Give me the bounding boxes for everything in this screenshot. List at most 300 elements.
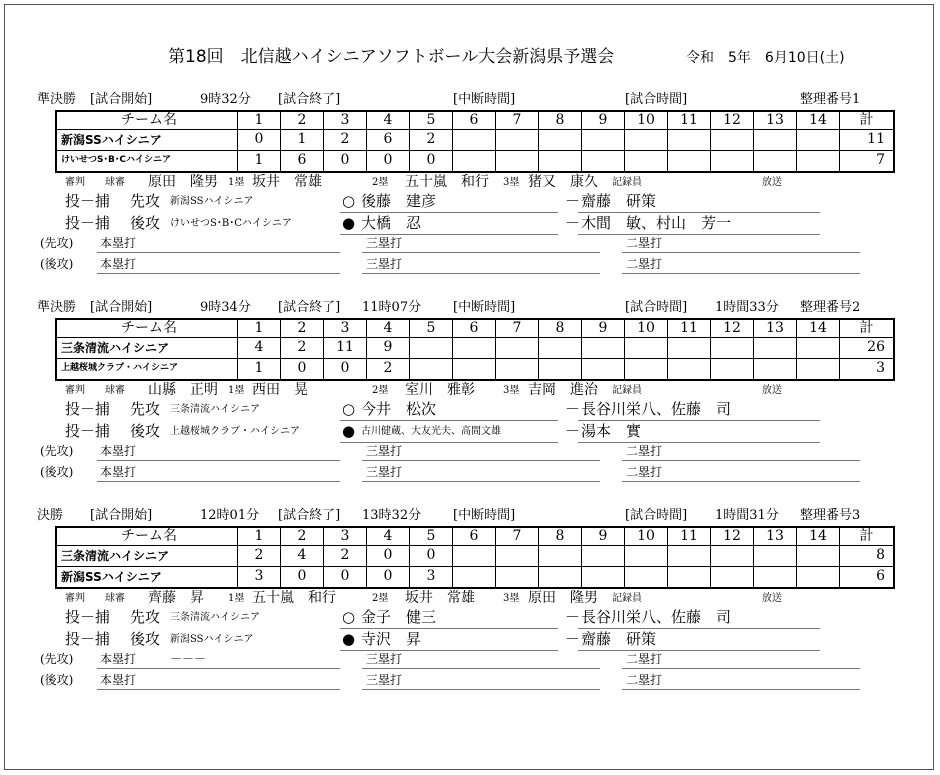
second-base-umpire: 室川 雅彰 (405, 382, 475, 398)
pitcher-underline (340, 628, 558, 629)
inning-header: 6 (453, 319, 496, 337)
double-label: 二塁打 (626, 236, 663, 250)
battery-team: けいせつS･B･Cハイシニア (170, 218, 292, 229)
team-name: けいせつS･B･Cハイシニア (56, 150, 238, 172)
inning-score (754, 545, 797, 566)
battery-team: 新潟SSハイシニア (170, 196, 254, 207)
inning-score (453, 358, 496, 380)
plate-umpire: 齊藤 昇 (148, 590, 204, 606)
game-block (0, 508, 940, 708)
inning-header: 12 (711, 527, 754, 545)
inning-score: 2 (281, 337, 324, 358)
double-line (622, 460, 860, 461)
inning-score (711, 545, 754, 566)
inning-score (625, 129, 668, 150)
inning-score (582, 566, 625, 588)
inning-score (539, 337, 582, 358)
losing-pitcher-mark: ● (342, 630, 356, 648)
inning-score: 1 (281, 129, 324, 150)
inning-score (668, 150, 711, 172)
inning-score (668, 129, 711, 150)
inning-score (582, 337, 625, 358)
team-name-header: チーム名 (56, 319, 238, 337)
inning-score (797, 358, 840, 380)
inning-header: 10 (625, 111, 668, 129)
inning-score: 0 (281, 566, 324, 588)
inning-header: 4 (367, 527, 410, 545)
inning-score: 6 (281, 150, 324, 172)
team-name: 上越桜城クラブ・ハイシニア (56, 358, 238, 380)
total-score: 3 (840, 358, 895, 380)
batting-order: 後攻 (130, 422, 161, 440)
inning-header: 8 (539, 527, 582, 545)
inning-header: 6 (453, 527, 496, 545)
battery-dash: － (565, 630, 581, 648)
battery-dash: － (565, 192, 581, 210)
suspend-label: [中断時間] (453, 92, 516, 107)
battery-label: 投－捕 (65, 422, 111, 440)
inning-score (711, 566, 754, 588)
inning-score (668, 545, 711, 566)
battery-dash: － (565, 214, 581, 232)
third-base-umpire: 吉岡 進治 (528, 382, 598, 398)
home-run-line (97, 273, 340, 274)
double-label: 二塁打 (626, 257, 663, 271)
inning-header: 10 (625, 319, 668, 337)
team-name: 三条清流ハイシニア (56, 545, 238, 566)
inning-header: 6 (453, 111, 496, 129)
inning-score: 2 (238, 545, 281, 566)
home-run-label: 本塁打 (100, 236, 137, 250)
start-time: 9時34分 (200, 300, 251, 315)
inning-header: 2 (281, 111, 324, 129)
inning-header: 13 (754, 111, 797, 129)
round-label: 準決勝 (37, 300, 77, 315)
team-row (56, 150, 894, 172)
total-score: 8 (840, 545, 895, 566)
inning-score (410, 358, 453, 380)
start-label: [試合開始] (90, 508, 153, 523)
inning-score (797, 566, 840, 588)
inning-header: 7 (496, 319, 539, 337)
inning-score: 0 (367, 545, 410, 566)
pitcher-underline (340, 212, 558, 213)
batting-order: 先攻 (130, 400, 161, 418)
broadcast-label: 放送 (762, 177, 782, 188)
inning-score (496, 545, 539, 566)
catcher-name: 湯本 實 (581, 422, 642, 440)
inning-header: 10 (625, 527, 668, 545)
catcher-underline (578, 442, 820, 443)
score-header-row (56, 319, 894, 337)
double-label: 二塁打 (626, 673, 663, 687)
batting-order: 先攻 (130, 192, 161, 210)
home-run-line (97, 460, 340, 461)
event-date: 令和 5年 6月10日(土) (686, 50, 845, 66)
inning-header: 3 (324, 527, 367, 545)
duration-label: [試合時間] (625, 92, 688, 107)
inning-header: 3 (324, 111, 367, 129)
inning-header: 12 (711, 111, 754, 129)
inning-score (754, 337, 797, 358)
inning-header: 14 (797, 527, 840, 545)
team-row (56, 358, 894, 380)
score-table (55, 318, 895, 381)
batting-order: 先攻 (130, 608, 161, 626)
umpire-label: 審判 (65, 385, 85, 396)
duration-value: 1時間31分 (715, 508, 779, 523)
battery-team: 三条清流ハイシニア (170, 404, 260, 415)
inning-score (582, 358, 625, 380)
third-base-umpire: 原田 隆男 (528, 590, 598, 606)
inning-score: 1 (238, 358, 281, 380)
team-name-header: チーム名 (56, 527, 238, 545)
plate-umpire: 原田 隆男 (148, 174, 218, 190)
inning-score (754, 358, 797, 380)
inning-score: 4 (238, 337, 281, 358)
broadcast-label: 放送 (762, 593, 782, 604)
inning-header: 3 (324, 319, 367, 337)
total-score: 6 (840, 566, 895, 588)
double-label: 二塁打 (626, 444, 663, 458)
first-base-umpire: 西田 晃 (252, 382, 308, 398)
triple-label: 三塁打 (366, 673, 403, 687)
inning-header: 11 (668, 527, 711, 545)
third-base-label: 3塁 (503, 177, 520, 188)
inning-score: 0 (367, 150, 410, 172)
pitcher-name: 古川健蔵、大友光夫、高間文雄 (361, 426, 501, 437)
third-base-label: 3塁 (503, 593, 520, 604)
inning-score (754, 566, 797, 588)
home-run-label: 本塁打 (100, 444, 137, 458)
home-run-line (97, 668, 340, 669)
triple-label: 三塁打 (366, 652, 403, 666)
inning-header: 9 (582, 319, 625, 337)
team-row (56, 129, 894, 150)
home-run-label: 本塁打 (100, 465, 137, 479)
first-base-umpire: 坂井 常雄 (252, 174, 322, 190)
catcher-underline (578, 628, 820, 629)
inning-score (496, 337, 539, 358)
round-label: 決勝 (37, 508, 64, 523)
inning-score (582, 545, 625, 566)
pitcher-name: 金子 健三 (361, 608, 437, 626)
inning-header: 1 (238, 319, 281, 337)
inning-score: 0 (281, 358, 324, 380)
inning-header: 7 (496, 527, 539, 545)
double-line (622, 273, 860, 274)
home-run-line (97, 252, 340, 253)
inning-score (754, 150, 797, 172)
double-line (622, 481, 860, 482)
double-line (622, 668, 860, 669)
inning-score: 2 (324, 129, 367, 150)
third-base-umpire: 猪又 康久 (528, 174, 598, 190)
inning-header: 11 (668, 111, 711, 129)
inning-score (711, 129, 754, 150)
start-label: [試合開始] (90, 92, 153, 107)
battery-dash: － (565, 400, 581, 418)
inning-score: 0 (410, 545, 453, 566)
double-label: 二塁打 (626, 465, 663, 479)
inning-score (582, 150, 625, 172)
double-line (622, 252, 860, 253)
pitcher-name: 寺沢 昇 (361, 630, 422, 648)
catcher-name: 木間 敏、村山 芳一 (581, 214, 732, 232)
inning-score: 6 (367, 129, 410, 150)
inning-score (496, 150, 539, 172)
inning-score (453, 150, 496, 172)
inning-header: 5 (410, 111, 453, 129)
first-base-label: 1塁 (228, 593, 245, 604)
inning-score (625, 150, 668, 172)
team-name: 新潟SSハイシニア (56, 129, 238, 150)
triple-label: 三塁打 (366, 444, 403, 458)
inning-header: 9 (582, 111, 625, 129)
inning-score: 0 (324, 358, 367, 380)
inning-header: 4 (367, 111, 410, 129)
team-name: 新潟SSハイシニア (56, 566, 238, 588)
page-title: 第18回 北信越ハイシニアソフトボール大会新潟県予選会 (168, 47, 615, 67)
side-label: (先攻) (40, 652, 74, 666)
home-run-label: 本塁打 (100, 257, 137, 271)
inning-score: 2 (324, 545, 367, 566)
first-base-umpire: 五十嵐 和行 (252, 590, 336, 606)
team-row (56, 337, 894, 358)
third-base-label: 3塁 (503, 385, 520, 396)
inning-score: 0 (410, 150, 453, 172)
start-time: 9時32分 (200, 92, 251, 107)
inning-score: 0 (238, 129, 281, 150)
inning-score (539, 358, 582, 380)
start-time: 12時01分 (200, 508, 260, 523)
inning-score (625, 358, 668, 380)
second-base-label: 2塁 (372, 593, 389, 604)
second-base-umpire: 坂井 常雄 (405, 590, 475, 606)
game-block (0, 300, 940, 500)
triple-line (362, 252, 600, 253)
catcher-underline (578, 650, 820, 651)
round-label: 準決勝 (37, 92, 77, 107)
triple-label: 三塁打 (366, 257, 403, 271)
total-score: 11 (840, 129, 895, 150)
first-base-label: 1塁 (228, 385, 245, 396)
inning-score (539, 150, 582, 172)
score-table (55, 110, 895, 173)
catcher-underline (578, 420, 820, 421)
catcher-name: 長谷川栄八、佐藤 司 (581, 608, 732, 626)
catcher-name: 齋藤 研策 (581, 630, 657, 648)
home-run-label: 本塁打 (100, 652, 137, 666)
duration-value: 1時間33分 (715, 300, 779, 315)
inning-header: 7 (496, 111, 539, 129)
game-number: 整理番号2 (800, 300, 861, 315)
inning-header: 8 (539, 111, 582, 129)
inning-score (496, 566, 539, 588)
inning-score (754, 129, 797, 150)
inning-score (539, 129, 582, 150)
inning-header: 5 (410, 319, 453, 337)
battery-label: 投－捕 (65, 630, 111, 648)
triple-line (362, 481, 600, 482)
battery-team: 上越桜城クラブ・ハイシニア (170, 426, 300, 437)
battery-team: 新潟SSハイシニア (170, 634, 254, 645)
battery-team: 三条清流ハイシニア (170, 612, 260, 623)
inning-score: 2 (410, 129, 453, 150)
winning-pitcher-mark: ○ (342, 608, 356, 626)
total-header: 計 (840, 111, 895, 129)
losing-pitcher-mark: ● (342, 214, 356, 232)
inning-header: 14 (797, 111, 840, 129)
inning-header: 2 (281, 527, 324, 545)
battery-dash: － (565, 422, 581, 440)
umpire-label: 審判 (65, 593, 85, 604)
second-base-umpire: 五十嵐 和行 (405, 174, 489, 190)
team-row (56, 545, 894, 566)
triple-label: 三塁打 (366, 465, 403, 479)
side-label: (後攻) (40, 465, 74, 479)
home-run-label: 本塁打 (100, 673, 137, 687)
second-base-label: 2塁 (372, 177, 389, 188)
inning-score (625, 337, 668, 358)
inning-score (625, 545, 668, 566)
inning-score (453, 545, 496, 566)
pitcher-name: 後藤 建彦 (361, 192, 437, 210)
umpire-label: 審判 (65, 177, 85, 188)
inning-header: 12 (711, 319, 754, 337)
end-label: [試合終了] (278, 92, 341, 107)
home-run-line (97, 481, 340, 482)
side-label: (後攻) (40, 673, 74, 687)
inning-score (539, 566, 582, 588)
inning-score (711, 337, 754, 358)
inning-score: 0 (324, 566, 367, 588)
side-label: (先攻) (40, 236, 74, 250)
total-score: 26 (840, 337, 895, 358)
inning-score: 0 (324, 150, 367, 172)
inning-header: 5 (410, 527, 453, 545)
winning-pitcher-mark: ○ (342, 192, 356, 210)
inning-score (711, 358, 754, 380)
inning-score: 11 (324, 337, 367, 358)
battery-label: 投－捕 (65, 400, 111, 418)
inning-score (797, 129, 840, 150)
triple-line (362, 460, 600, 461)
game-block (0, 92, 940, 292)
catcher-underline (578, 212, 820, 213)
duration-label: [試合時間] (625, 300, 688, 315)
total-header: 計 (840, 527, 895, 545)
inning-header: 9 (582, 527, 625, 545)
recorder-label: 記録員 (612, 593, 642, 604)
suspend-label: [中断時間] (453, 300, 516, 315)
inning-header: 4 (367, 319, 410, 337)
inning-header: 11 (668, 319, 711, 337)
inning-score (668, 358, 711, 380)
pitcher-name: 今井 松次 (361, 400, 437, 418)
triple-label: 三塁打 (366, 236, 403, 250)
total-score: 7 (840, 150, 895, 172)
team-name-header: チーム名 (56, 111, 238, 129)
game-number: 整理番号3 (800, 508, 861, 523)
catcher-name: 齋藤 研策 (581, 192, 657, 210)
inning-header: 13 (754, 319, 797, 337)
first-base-label: 1塁 (228, 177, 245, 188)
side-label: (先攻) (40, 444, 74, 458)
winning-pitcher-mark: ○ (342, 400, 356, 418)
plate-umpire: 山縣 正明 (148, 382, 218, 398)
score-header-row (56, 111, 894, 129)
inning-score (797, 150, 840, 172)
inning-header: 14 (797, 319, 840, 337)
home-run-line (97, 689, 340, 690)
game-number: 整理番号1 (800, 92, 861, 107)
inning-score: 3 (238, 566, 281, 588)
battery-dash: － (565, 608, 581, 626)
inning-score (797, 545, 840, 566)
battery-label: 投－捕 (65, 608, 111, 626)
inning-score (582, 129, 625, 150)
inning-score (453, 129, 496, 150)
pitcher-underline (340, 442, 558, 443)
inning-score (496, 358, 539, 380)
double-line (622, 689, 860, 690)
battery-label: 投－捕 (65, 192, 111, 210)
home-run-value: －－－ (170, 652, 207, 666)
inning-score: 2 (367, 358, 410, 380)
inning-header: 13 (754, 527, 797, 545)
score-header-row (56, 527, 894, 545)
catcher-name: 長谷川栄八、佐藤 司 (581, 400, 732, 418)
team-row (56, 566, 894, 588)
catcher-underline (578, 234, 820, 235)
end-time: 11時07分 (362, 300, 422, 315)
triple-line (362, 689, 600, 690)
batting-order: 後攻 (130, 214, 161, 232)
inning-score (711, 150, 754, 172)
inning-header: 1 (238, 527, 281, 545)
plate-umpire-label: 球審 (105, 177, 125, 188)
inning-score: 9 (367, 337, 410, 358)
plate-umpire-label: 球審 (105, 593, 125, 604)
pitcher-underline (340, 234, 558, 235)
plate-umpire-label: 球審 (105, 385, 125, 396)
inning-header: 8 (539, 319, 582, 337)
second-base-label: 2塁 (372, 385, 389, 396)
pitcher-underline (340, 420, 558, 421)
end-label: [試合終了] (278, 300, 341, 315)
broadcast-label: 放送 (762, 385, 782, 396)
end-label: [試合終了] (278, 508, 341, 523)
inning-score (453, 566, 496, 588)
inning-header: 2 (281, 319, 324, 337)
inning-score: 3 (410, 566, 453, 588)
recorder-label: 記録員 (612, 177, 642, 188)
losing-pitcher-mark: ● (342, 422, 356, 440)
double-label: 二塁打 (626, 652, 663, 666)
pitcher-underline (340, 650, 558, 651)
side-label: (後攻) (40, 257, 74, 271)
triple-line (362, 668, 600, 669)
inning-score (668, 337, 711, 358)
inning-score (797, 337, 840, 358)
end-time: 13時32分 (362, 508, 422, 523)
inning-score: 0 (367, 566, 410, 588)
inning-score (539, 545, 582, 566)
recorder-label: 記録員 (612, 385, 642, 396)
triple-line (362, 273, 600, 274)
inning-score (453, 337, 496, 358)
